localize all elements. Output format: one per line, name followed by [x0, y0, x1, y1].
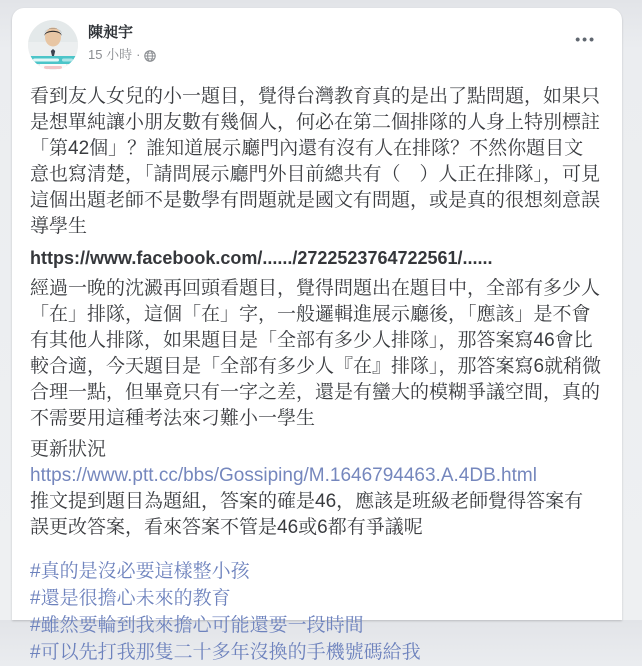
- post-paragraph-1: 看到友人女兒的小一題目，覺得台灣教育真的是出了點問題，如果只是想單純讓小朋友數有幾個人，何必在第二個排隊的人身上特別標註「第42個」？誰知道展示廳門內還有沒有人在排隊？不然你題目文意也寫清楚，「請問展示廳門外目前總共有（ ）人正在排隊」，可見這個出題老師不是數學有問題就是國文有問題，或是真的很想刻意誤導學生: [30, 86, 601, 237]
- globe-privacy-icon: [144, 49, 156, 61]
- post-header: [12, 8, 622, 74]
- post-paragraph-2: 經過一晚的沈澱再回頭看題目，覺得問題出在題目中，全部有多少人「在」排隊，這個「在」字，一般邏輯進展示廳後，「應該」是不會有其他人排隊，如果題目是「全部有多少人排隊」，那答案寫46會比較合適，今天題目是「全部有多少人『在』排隊」，那答案寫6就稍微合理一點，但畢竟只有一字之差，還是有蠻大的模糊爭議空間，真的不需要用這種考法來刁難小一學生: [30, 278, 602, 429]
- avatar[interactable]: [28, 20, 78, 70]
- update-status-label: 更新狀況: [30, 439, 107, 460]
- facebook-url-text: https://www.facebook.com/....../2722523764722561/......: [30, 248, 493, 268]
- avatar-portrait-image: [28, 20, 78, 70]
- post-timestamp[interactable]: 15 小時: [88, 47, 133, 62]
- hashtag-list: [30, 558, 602, 666]
- more-options-icon[interactable]: •••: [575, 31, 596, 47]
- hashtag-link[interactable]: #還是很擔心未來的教育: [30, 588, 231, 609]
- meta-separator: ·: [136, 47, 141, 62]
- post-header-meta: [88, 20, 156, 64]
- ptt-link[interactable]: https://www.ptt.cc/bbs/Gossiping/M.1646794463.A.4DB.html: [30, 465, 537, 486]
- hashtag-link[interactable]: #可以先打我那隻二十多年沒換的手機號碼給我: [30, 642, 421, 663]
- post-paragraph-3: 推文提到題目為題組，答案的確是46，應該是班級老師覺得答案有誤更改答案，看來答案不管是46或6都有爭議呢: [30, 491, 584, 538]
- post-body: [12, 74, 604, 666]
- hashtag-link[interactable]: #真的是沒必要這樣整小孩: [30, 561, 250, 582]
- update-status-block: [30, 437, 602, 541]
- post-meta-row: [88, 46, 156, 64]
- author-name[interactable]: 陳昶宇: [88, 24, 134, 41]
- facebook-post-card: [12, 8, 622, 663]
- hashtag-link[interactable]: #雖然要輪到我來擔心可能還要一段時間: [30, 615, 364, 636]
